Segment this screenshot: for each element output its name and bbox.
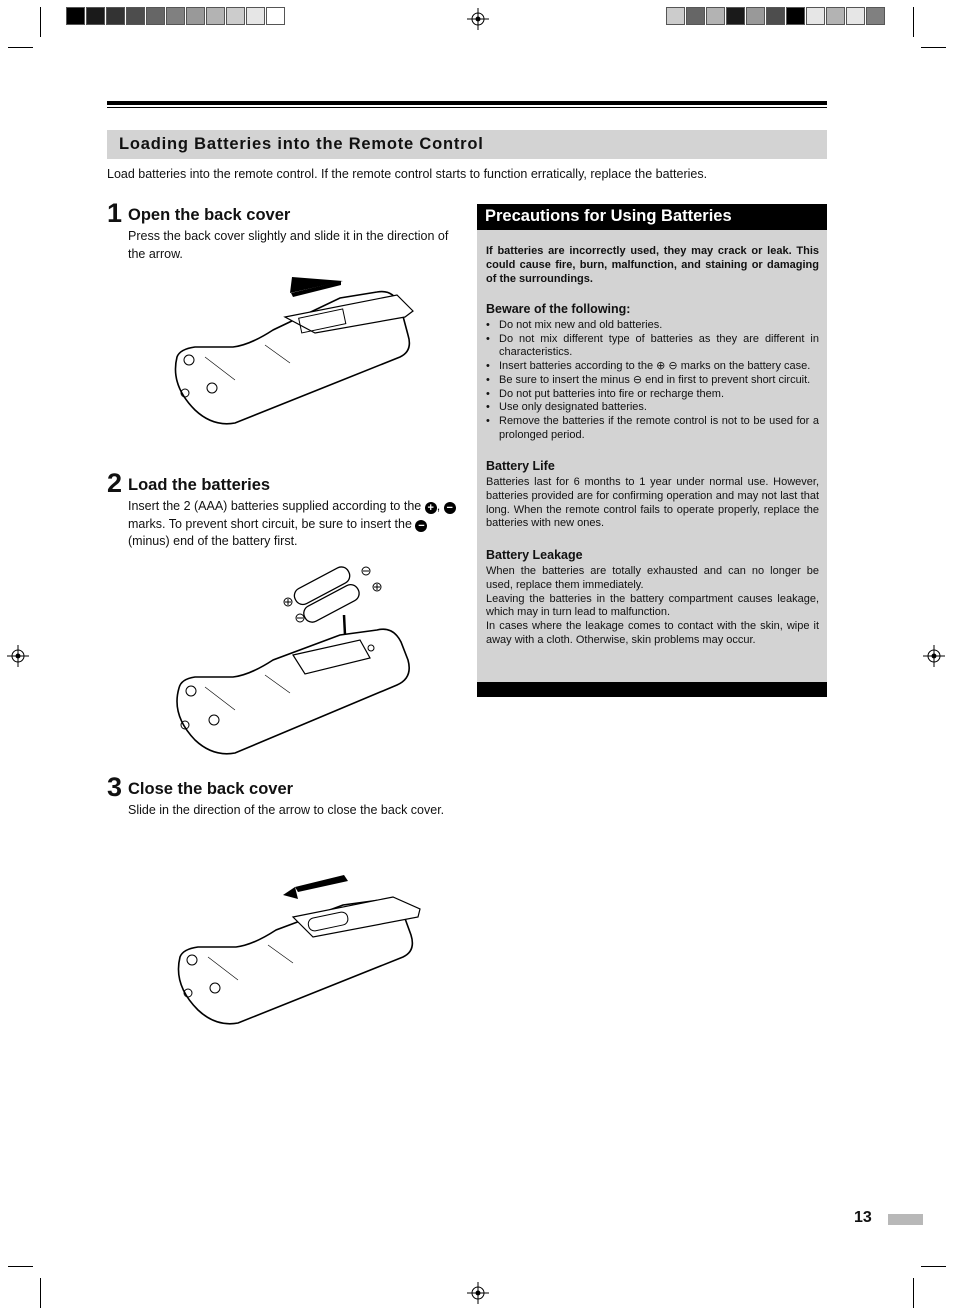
color-swatch <box>66 7 85 25</box>
precaution-list <box>486 319 819 442</box>
step-number: 1 <box>107 198 123 228</box>
color-swatch <box>126 7 145 25</box>
list-item: • Use only designated batteries. <box>486 401 819 415</box>
color-swatch <box>666 7 685 25</box>
color-swatch <box>706 7 725 25</box>
registration-target-icon <box>467 1282 489 1304</box>
registration-target-icon <box>923 645 945 667</box>
color-swatch <box>766 7 785 25</box>
color-swatch <box>826 7 845 25</box>
color-swatch <box>726 7 745 25</box>
color-swatch <box>206 7 225 25</box>
registration-target-icon <box>7 645 29 667</box>
color-swatch <box>786 7 805 25</box>
step-title: Open the back cover <box>128 206 291 224</box>
plus-symbol-icon: + <box>425 502 437 514</box>
color-swatch <box>866 7 885 25</box>
color-swatch <box>146 7 165 25</box>
color-swatch <box>246 7 265 25</box>
color-swatch <box>106 7 125 25</box>
list-item: • Insert batteries according to the ⊕ ⊖ marks on the battery case. <box>486 360 819 374</box>
list-item: • Do not mix different type of batteries as they are different in characteristics. <box>486 333 819 360</box>
precautions-panel <box>477 204 827 697</box>
battery-life-text: Batteries last for 6 months to 1 year under normal use. However, batteries provided are for confirming operation and may not last that long. When the remote control fails to operate properly, replace the batteries with new ones. <box>486 476 819 530</box>
precautions-title: Precautions for Using Batteries <box>477 204 827 230</box>
header-rule <box>107 101 827 105</box>
arrow-icon <box>283 887 298 899</box>
step-number: 2 <box>107 468 123 498</box>
color-swatch <box>806 7 825 25</box>
leakage-paragraph: In cases where the leakage comes to contact with the skin, wipe it away with a cloth. Otherwise, skin problems may occur. <box>486 620 819 646</box>
minus-symbol-icon: − <box>444 502 456 514</box>
color-swatch <box>846 7 865 25</box>
color-swatch <box>186 7 205 25</box>
color-swatch <box>226 7 245 25</box>
color-swatches-right <box>666 7 886 25</box>
warning-text: If batteries are incorrectly used, they may crack or leak. This could cause fire, burn, malfunction, and staining or damaging of the surroundings. <box>486 245 819 285</box>
header-rule-thin <box>107 107 827 108</box>
list-item: • Do not put batteries into fire or recharge them. <box>486 388 819 402</box>
remote-open-cover-illustration <box>165 275 425 435</box>
step-text: (minus) end of the battery first. <box>128 534 298 548</box>
color-swatch <box>686 7 705 25</box>
leakage-paragraph: When the batteries are totally exhausted and can no longer be used, replace them immediately. <box>486 565 819 591</box>
page-tab-marker <box>888 1214 923 1225</box>
step-text: Slide in the direction of the arrow to close the back cover. <box>128 803 445 817</box>
registration-target-icon <box>467 8 489 30</box>
step-text: Press the back cover slightly and slide it in the direction of the arrow. <box>128 229 449 261</box>
list-item: • Remove the batteries if the remote control is not to be used for a prolonged period. <box>486 415 819 442</box>
step-title: Load the batteries <box>128 476 271 494</box>
step-text: Insert the 2 (AAA) batteries supplied according to the <box>128 499 422 513</box>
beware-heading: Beware of the following: <box>486 302 631 316</box>
intro-text: Load batteries into the remote control. If the remote control starts to function erratically, replace the batteries. <box>107 167 708 181</box>
remote-load-batteries-illustration <box>165 560 425 765</box>
section-title: Loading Batteries into the Remote Control <box>107 130 827 159</box>
minus-symbol-icon: − <box>415 520 427 532</box>
remote-close-cover-illustration <box>168 875 428 1030</box>
list-item: • Be sure to insert the minus ⊖ end in first to prevent short circuit. <box>486 374 819 388</box>
battery-leakage-text <box>486 565 819 648</box>
color-swatches-left <box>66 7 286 25</box>
battery-life-heading: Battery Life <box>486 459 555 473</box>
color-swatch <box>86 7 105 25</box>
page-number: 13 <box>854 1209 872 1226</box>
list-item: • Do not mix new and old batteries. <box>486 319 819 333</box>
color-swatch <box>166 7 185 25</box>
color-swatch <box>746 7 765 25</box>
panel-footer-bar <box>477 682 827 697</box>
color-swatch <box>266 7 285 25</box>
step-number: 3 <box>107 772 123 802</box>
step-title: Close the back cover <box>128 780 294 798</box>
step-text: marks. To prevent short circuit, be sure to insert the <box>128 516 412 531</box>
step-text-block: Insert the 2 (AAA) batteries supplied according to the + , − marks. To prevent short circuit, be sure to insert the − (minus) end of the battery first. <box>128 498 463 551</box>
battery-leakage-heading: Battery Leakage <box>486 548 583 562</box>
leakage-paragraph: Leaving the batteries in the battery compartment causes leakage, which may in turn lead to malfunction. <box>486 592 819 619</box>
